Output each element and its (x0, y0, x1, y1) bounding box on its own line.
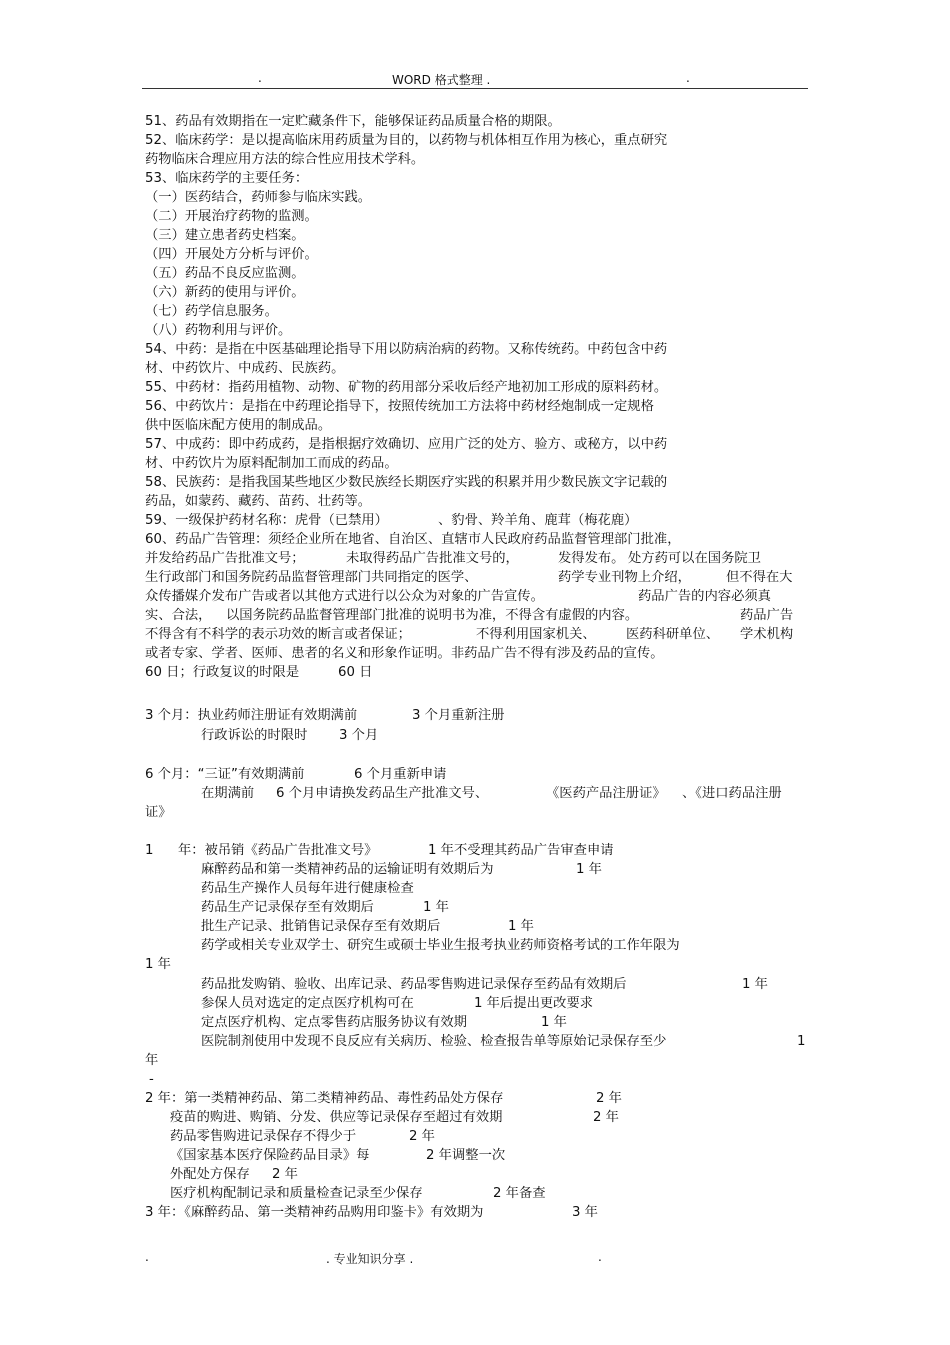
text-segment: 药物临床合理应用方法的综合性应用技术学科。 (145, 152, 425, 167)
text-segment: - (149, 1072, 154, 1087)
text-line (0, 189, 950, 207)
text-segment: 实、合法， (145, 608, 212, 623)
text-segment: 1 年 (541, 1015, 567, 1030)
text-segment: 1 年 (423, 900, 449, 915)
text-segment: （四）开展处方分析与评价。 (145, 247, 318, 262)
text-segment: 1 年 (145, 957, 171, 972)
text-segment: （三）建立患者药史档案。 (145, 228, 305, 243)
text-segment: 证》 (145, 805, 172, 820)
text-line (0, 880, 950, 898)
text-segment: 药学或相关专业双学士、研究生或硕士毕业生报考执业药师资格考试的工作年限为 (201, 938, 680, 953)
text-line (0, 1052, 950, 1070)
text-line (0, 899, 950, 917)
text-segment: 2 年备查 (493, 1186, 546, 1201)
text-segment: 52、临床药学：是以提高临床用药质量为目的，以药物与机体相互作用为核心，重点研究 (145, 133, 668, 148)
text-line (0, 937, 950, 955)
text-line (0, 208, 950, 226)
text-segment: （六）新药的使用与评价。 (145, 285, 305, 300)
text-line (0, 804, 950, 822)
text-segment: 学术机构 (740, 627, 794, 642)
header-title: WORD 格式整理 . (392, 73, 491, 87)
text-line (0, 512, 950, 530)
text-segment: 行政诉讼的时限时 (201, 728, 308, 743)
text-line (0, 1014, 950, 1032)
text-segment: （五）药品不良反应监测。 (145, 266, 305, 281)
text-segment: 59、一级保护药材名称：虎骨（已禁用） (145, 513, 388, 528)
text-segment: 2 年：第一类精神药品、第二类精神药品、毒性药品处方保存 (145, 1091, 504, 1106)
text-segment: 药品批发购销、验收、出库记录、药品零售购进记录保存至药品有效期后 (201, 977, 627, 992)
text-segment: 3 个月：执业药师注册证有效期满前 (145, 708, 358, 723)
text-segment: 58、民族药：是指我国某些地区少数民族经长期医疗实践的积累并用少数民族文字记载的 (145, 475, 668, 490)
text-segment: 疫苗的购进、购销、分发、供应等记录保存至超过有效期 (170, 1110, 503, 1125)
text-segment: 、豹骨、羚羊角、鹿茸（梅花鹿） (438, 513, 638, 528)
text-line (0, 861, 950, 879)
text-segment: 生行政部门和国务院药品监督管理部门共同指定的医学、 (145, 570, 478, 585)
text-segment: 不得含有不科学的表示功效的断言或者保证； (145, 627, 411, 642)
text-segment: 定点医疗机构、定点零售药店服务协议有效期 (201, 1015, 467, 1030)
text-line (0, 360, 950, 378)
text-segment: 55、中药材：指药用植物、动物、矿物的药用部分采收后经产地初加工形成的原料药材。 (145, 380, 668, 395)
text-segment: 1 年 (742, 977, 768, 992)
text-line (0, 398, 950, 416)
text-line (0, 151, 950, 169)
text-segment: 57、中成药：即中药成药，是指根据疗效确切、应用广泛的处方、验方、或秘方，以中药 (145, 437, 668, 452)
text-segment: 药品广告 (740, 608, 794, 623)
text-line (0, 132, 950, 150)
text-line (0, 1166, 950, 1184)
text-line (0, 113, 950, 131)
text-line (0, 265, 950, 283)
text-segment: 3 年 (572, 1205, 598, 1220)
text-segment: 医院制剂使用中发现不良反应有关病历、检验、检查报告单等原始记录保存至少 (201, 1034, 667, 1049)
text-line (0, 1128, 950, 1146)
text-line (0, 1090, 950, 1108)
text-segment: 1 年后提出更改要求 (474, 996, 594, 1011)
text-line (0, 417, 950, 435)
text-segment: 发得发布。 (558, 551, 625, 566)
text-segment: 2 年 (596, 1091, 622, 1106)
text-segment: 6 个月申请换发药品生产批准文号、 (276, 786, 489, 801)
text-segment: 但不得在大 (726, 570, 793, 585)
text-segment: 以国务院药品监督管理部门批准的说明书为准，不得含有虚假的内容。 (226, 608, 639, 623)
text-segment: 供中医临床配方使用的制成品。 (145, 418, 332, 433)
text-line (0, 1109, 950, 1127)
text-segment: 3 个月重新注册 (412, 708, 505, 723)
footer-left-dot: . (145, 1250, 149, 1264)
text-line (0, 976, 950, 994)
text-line (0, 727, 950, 745)
text-segment: 1 (797, 1034, 806, 1049)
text-segment: 《医药产品注册证》 (546, 786, 666, 801)
text-segment: 3 个月 (339, 728, 379, 743)
text-segment: 2 年 (593, 1110, 619, 1125)
text-line (0, 918, 950, 936)
text-segment: 年 (145, 1053, 159, 1068)
text-segment: 2 年 (272, 1167, 298, 1182)
text-line (0, 474, 950, 492)
footer-center-text: . 专业知识分享 . (326, 1252, 414, 1266)
text-segment: 处方药可以在国务院卫 (628, 551, 761, 566)
text-line (0, 1033, 950, 1051)
text-segment: 药学专业刊物上介绍， (558, 570, 691, 585)
text-segment: 51、药品有效期指在一定贮藏条件下，能够保证药品质量合格的期限。 (145, 114, 561, 129)
text-segment: 《国家基本医疗保险药品目录》每 (170, 1148, 370, 1163)
text-line (0, 322, 950, 340)
text-line (0, 707, 950, 725)
text-segment: 药品生产操作人员每年进行健康检查 (201, 881, 414, 896)
text-segment: 2 年调整一次 (426, 1148, 506, 1163)
footer-right-dot: . (598, 1250, 602, 1264)
text-segment: 医药科研单位、 (626, 627, 720, 642)
text-line (0, 550, 950, 568)
text-line (0, 569, 950, 587)
text-segment: （八）药物利用与评价。 (145, 323, 292, 338)
text-segment: 1 年 (508, 919, 534, 934)
text-segment: 在期满前 (201, 786, 255, 801)
text-segment: 众传播媒介发布广告或者以其他方式进行以公众为对象的广告宣传。 (145, 589, 544, 604)
text-segment: 54、中药：是指在中医基础理论指导下用以防病治病的药物。又称传统药。中药包含中药 (145, 342, 668, 357)
text-segment: 药品零售购进记录保存不得少于 (170, 1129, 357, 1144)
text-line (0, 379, 950, 397)
text-line (0, 1071, 950, 1089)
text-segment: 药品，如蒙药、藏药、苗药、壮药等。 (145, 494, 372, 509)
text-line (0, 246, 950, 264)
text-line (0, 766, 950, 784)
text-segment: （二）开展治疗药物的监测。 (145, 209, 318, 224)
text-segment: 1 (145, 843, 154, 858)
text-line (0, 956, 950, 974)
text-segment: 6 个月重新申请 (354, 767, 447, 782)
text-segment: 材、中药饮片、中成药、民族药。 (145, 361, 345, 376)
header-left-dot: . (258, 71, 262, 85)
text-line (0, 284, 950, 302)
text-segment: 医疗机构配制记录和质量检查记录至少保存 (170, 1186, 423, 1201)
text-line (0, 493, 950, 511)
text-segment: 批生产记录、批销售记录保存至有效期后 (201, 919, 441, 934)
text-segment: 药品广告的内容必须真 (638, 589, 771, 604)
text-line (0, 607, 950, 625)
header-right-dot: . (686, 71, 690, 85)
text-line (0, 227, 950, 245)
text-segment: 外配处方保存 (170, 1167, 250, 1182)
text-line (0, 170, 950, 188)
text-segment: 3 年：《麻醉药品、第一类精神药品购用印鉴卡》有效期为 (145, 1205, 484, 1220)
text-line (0, 664, 950, 682)
text-segment: 60 日；行政复议的时限是 (145, 665, 300, 680)
text-line (0, 1147, 950, 1165)
text-segment: 1 年不受理其药品广告审查申请 (428, 843, 614, 858)
text-line (0, 531, 950, 549)
text-segment: 60 日 (338, 665, 373, 680)
text-segment: （七）药学信息服务。 (145, 304, 278, 319)
text-line (0, 436, 950, 454)
text-segment: 或者专家、学者、医师、患者的名义和形象作证明。非药品广告不得有涉及药品的宣传。 (145, 646, 664, 661)
text-segment: 2 年 (409, 1129, 435, 1144)
text-segment: 并发给药品广告批准文号； (145, 551, 305, 566)
text-segment: 参保人员对选定的定点医疗机构可在 (201, 996, 414, 1011)
text-line (0, 341, 950, 359)
text-line (0, 455, 950, 473)
text-line (0, 1185, 950, 1203)
text-segment: 6 个月：“三证”有效期满前 (145, 767, 305, 782)
text-segment: 、《进口药品注册 (682, 786, 782, 801)
text-line (0, 842, 950, 860)
text-segment: 药品生产记录保存至有效期后 (201, 900, 374, 915)
text-line (0, 626, 950, 644)
text-segment: 未取得药品广告批准文号的， (346, 551, 519, 566)
text-segment: 年：被吊销《药品广告批准文号》 (178, 843, 378, 858)
text-line (0, 303, 950, 321)
text-line (0, 645, 950, 663)
text-segment: 材、中药饮片为原料配制加工而成的药品。 (145, 456, 398, 471)
text-segment: （一）医药结合，药师参与临床实践。 (145, 190, 372, 205)
text-line (0, 785, 950, 803)
text-segment: 56、中药饮片：是指在中药理论指导下，按照传统加工方法将中药材经炮制成一定规格 (145, 399, 654, 414)
text-segment: 不得利用国家机关、 (476, 627, 596, 642)
text-line (0, 995, 950, 1013)
text-segment: 60、药品广告管理：须经企业所在地省、自治区、直辖市人民政府药品监督管理部门批准， (145, 532, 681, 547)
text-line (0, 588, 950, 606)
text-segment: 1 年 (576, 862, 602, 877)
text-segment: 53、临床药学的主要任务： (145, 171, 309, 186)
text-line (0, 1204, 950, 1222)
text-segment: 麻醉药品和第一类精神药品的运输证明有效期后为 (201, 862, 494, 877)
